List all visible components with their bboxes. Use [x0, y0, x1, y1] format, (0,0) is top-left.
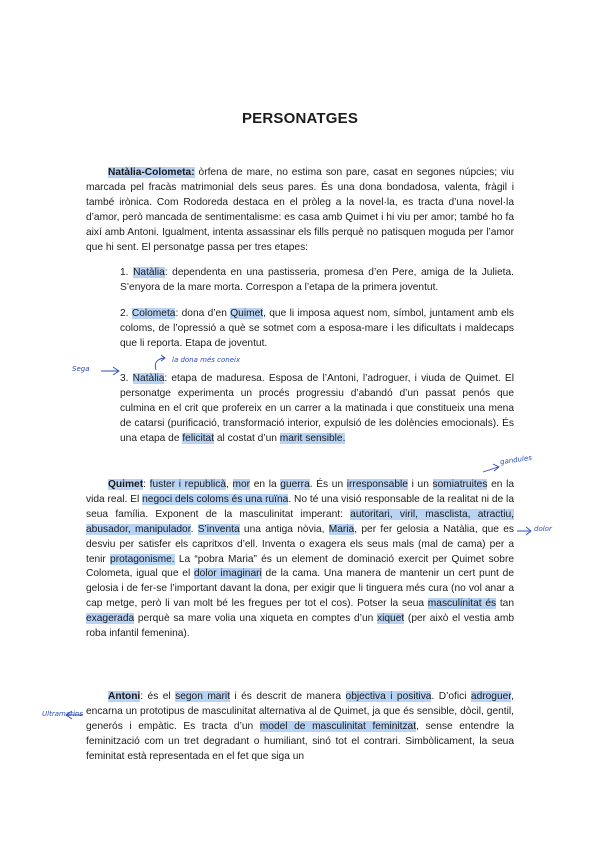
arrow-right-icon [100, 366, 122, 376]
stage-3-marit: marit sensible. [279, 432, 346, 444]
highlight-protagonisme: protagonisme. [110, 553, 175, 565]
highlight-guerra: guerra [280, 479, 310, 490]
text-run: La “pobra Maria” és un element de dominació exercit per Quimet sobre Colometa, igual que el [86, 553, 515, 580]
stage-3-text-b: al costat d’un [214, 432, 280, 444]
highlight-sinventa: S’inventa [197, 523, 240, 535]
highlight-irresponsable: irresponsable [346, 479, 408, 490]
stage-1-text: : dependenta en una pastisseria, promesa d’en Pere, amiga de la Julieta. S’enyora de la mare morta. Correspon a l’etapa de la primera joventut. [120, 267, 514, 293]
highlight-traits: autoritari, viril, masclista, atractiu, abusador, manipulador [86, 508, 514, 535]
stage-2-text-b: , que li imposa aquest nom, símbol, juntament amb els coloms, de l’opressió a què se sotmet com a esposa-mare i les dificultats i maldecaps que li reporta. Etapa de joventut. [120, 308, 514, 349]
highlight-xiquet: xiquet [377, 613, 405, 625]
text-run: perquè sa mare volia una xiqueta en comptes d’un [134, 613, 378, 625]
stage-3-text-a: : etapa de maduresa. Esposa de l’Antoni, l’adroguer, i viuda de Quimet. El personatge experimenta un procés progressiu d’abandó d’un passat penós que culmina en el crit que profereix en un carrer a la matinada i que constitueix una mena de catarsi (purificació, transformació interior, expulsió de les dolències emocionals). És una etapa de [120, 373, 514, 444]
note-gandules: gandules [499, 453, 533, 467]
curved-arrow-icon [150, 354, 172, 372]
stage-3 [120, 372, 514, 447]
natalia-paragraph [86, 166, 514, 255]
text-run: una antiga nòvia, [239, 523, 329, 535]
natalia-name: Natàlia-Colometa: [108, 167, 195, 178]
highlight-mor: mor [232, 479, 251, 490]
highlight-fuster: fuster i republicà [149, 479, 227, 490]
text-run: . És un [309, 479, 347, 490]
highlight-negoci: negoci dels coloms és una ruïna [142, 493, 289, 505]
page-title: PERSONATGES [241, 110, 359, 127]
highlight-model: model de masculinitat feminitzat [259, 720, 417, 732]
stage-3-felicitat: felicitat [182, 432, 215, 444]
highlight-somiatruites: somiatruites [432, 479, 488, 490]
text-run: en la vida real. El [86, 479, 515, 505]
text-run: , sense entendre la feminització com un tret degradant o humiliant, sinó tot el contrari. Simbòlicament, la seua feminitat està representada en el fet que siga un [86, 720, 514, 762]
antoni-name: Antoni [108, 691, 141, 702]
text-run: . [190, 523, 198, 535]
text-run: . D’ofici [431, 691, 471, 702]
highlight-exagerada: exagerada [86, 613, 135, 625]
highlight-adroguer: adroguer [470, 691, 512, 702]
arrow-left-icon [64, 710, 84, 720]
text-run: : és el [140, 691, 176, 702]
stage-1-num: 1. [120, 267, 129, 278]
highlight-segon-marit: segon marit [175, 691, 230, 702]
highlight-objectiva: objectiva i positiva [345, 691, 432, 702]
stage-1 [120, 266, 514, 296]
stage-2-quimet: Quimet [230, 308, 264, 319]
text-run: en la [250, 479, 281, 490]
quimet-name: Quimet [108, 479, 144, 490]
text-run: , per fer gelosia a Natàlia, que es desviu per satisfer els capritxos d’ell. Inventa o exagera els seus mals (mal de cama) per a tenir [86, 523, 514, 565]
natalia-text: òrfena de mare, no estima son pare, casat en segones núpcies; viu marcada pel fracàs matrimonial dels seus pares. És una dona bondadosa, valenta, fràgil i també irònica. Com Rodoreda destaca en el pròleg a la novel·la, es tracta d’una novel·la d’amor, però mancada de sentimentalisme: es casa amb Quimet i hi viu per amor; també ho fa així amb Antoni. Igualment, intenta assassinar els fills perquè no patisquen moguda per l’amor que hi sent. El personatge passa per tres etapes: [86, 167, 514, 253]
stage-3-name: Natàlia [132, 373, 165, 384]
highlight-masculinitat: masculinitat és [427, 598, 497, 610]
arrow-right-icon [482, 462, 502, 474]
text-run: , [226, 479, 233, 490]
stage-2-text-a: : dona d’en [175, 308, 231, 319]
stage-2-name: Colometa [131, 308, 176, 319]
stage-2 [120, 307, 514, 352]
note-ultramarins: Ultramarins [42, 710, 83, 718]
arrow-right-icon [516, 526, 534, 536]
text-run: de la cama. Una manera de mantenir un cert punt de gelosia i de fer-se l’important davant la dona, per exigir que li tinguera més cura (no vol anar a cap metge, però li van molt bé les fregues per tot el cos). Potser la seua [86, 568, 514, 610]
antoni-paragraph [86, 690, 514, 765]
text-run: . No té una visió responsable de la realitat ni de la seua família. Exponent de la masculinitat imperant: [86, 493, 514, 520]
text-run: (per això el vestia amb roba infantil femenina). [86, 613, 514, 640]
stage-2-num: 2. [120, 308, 129, 319]
stage-1-name: Natàlia [133, 267, 165, 278]
note-dolor: dolor [534, 525, 552, 533]
text-run: , encarna un prototipus de masculinitat alternativa al de Quimet, ja que és sensible, dòcil, gentil, generós i empàtic. Es tracta d’un [86, 691, 514, 732]
text-run: tan [496, 598, 514, 610]
highlight-maria: Maria [328, 523, 355, 535]
note-dona: la dona més coneix [172, 356, 241, 364]
text-run: i un [407, 479, 433, 490]
text-run: : [143, 479, 150, 490]
quimet-paragraph [86, 478, 514, 642]
note-sega: Sega [72, 365, 90, 373]
highlight-dolor: dolor imaginari [194, 568, 262, 580]
stage-3-num: 3. [120, 373, 129, 384]
text-run: i és descrit de manera [229, 691, 346, 702]
